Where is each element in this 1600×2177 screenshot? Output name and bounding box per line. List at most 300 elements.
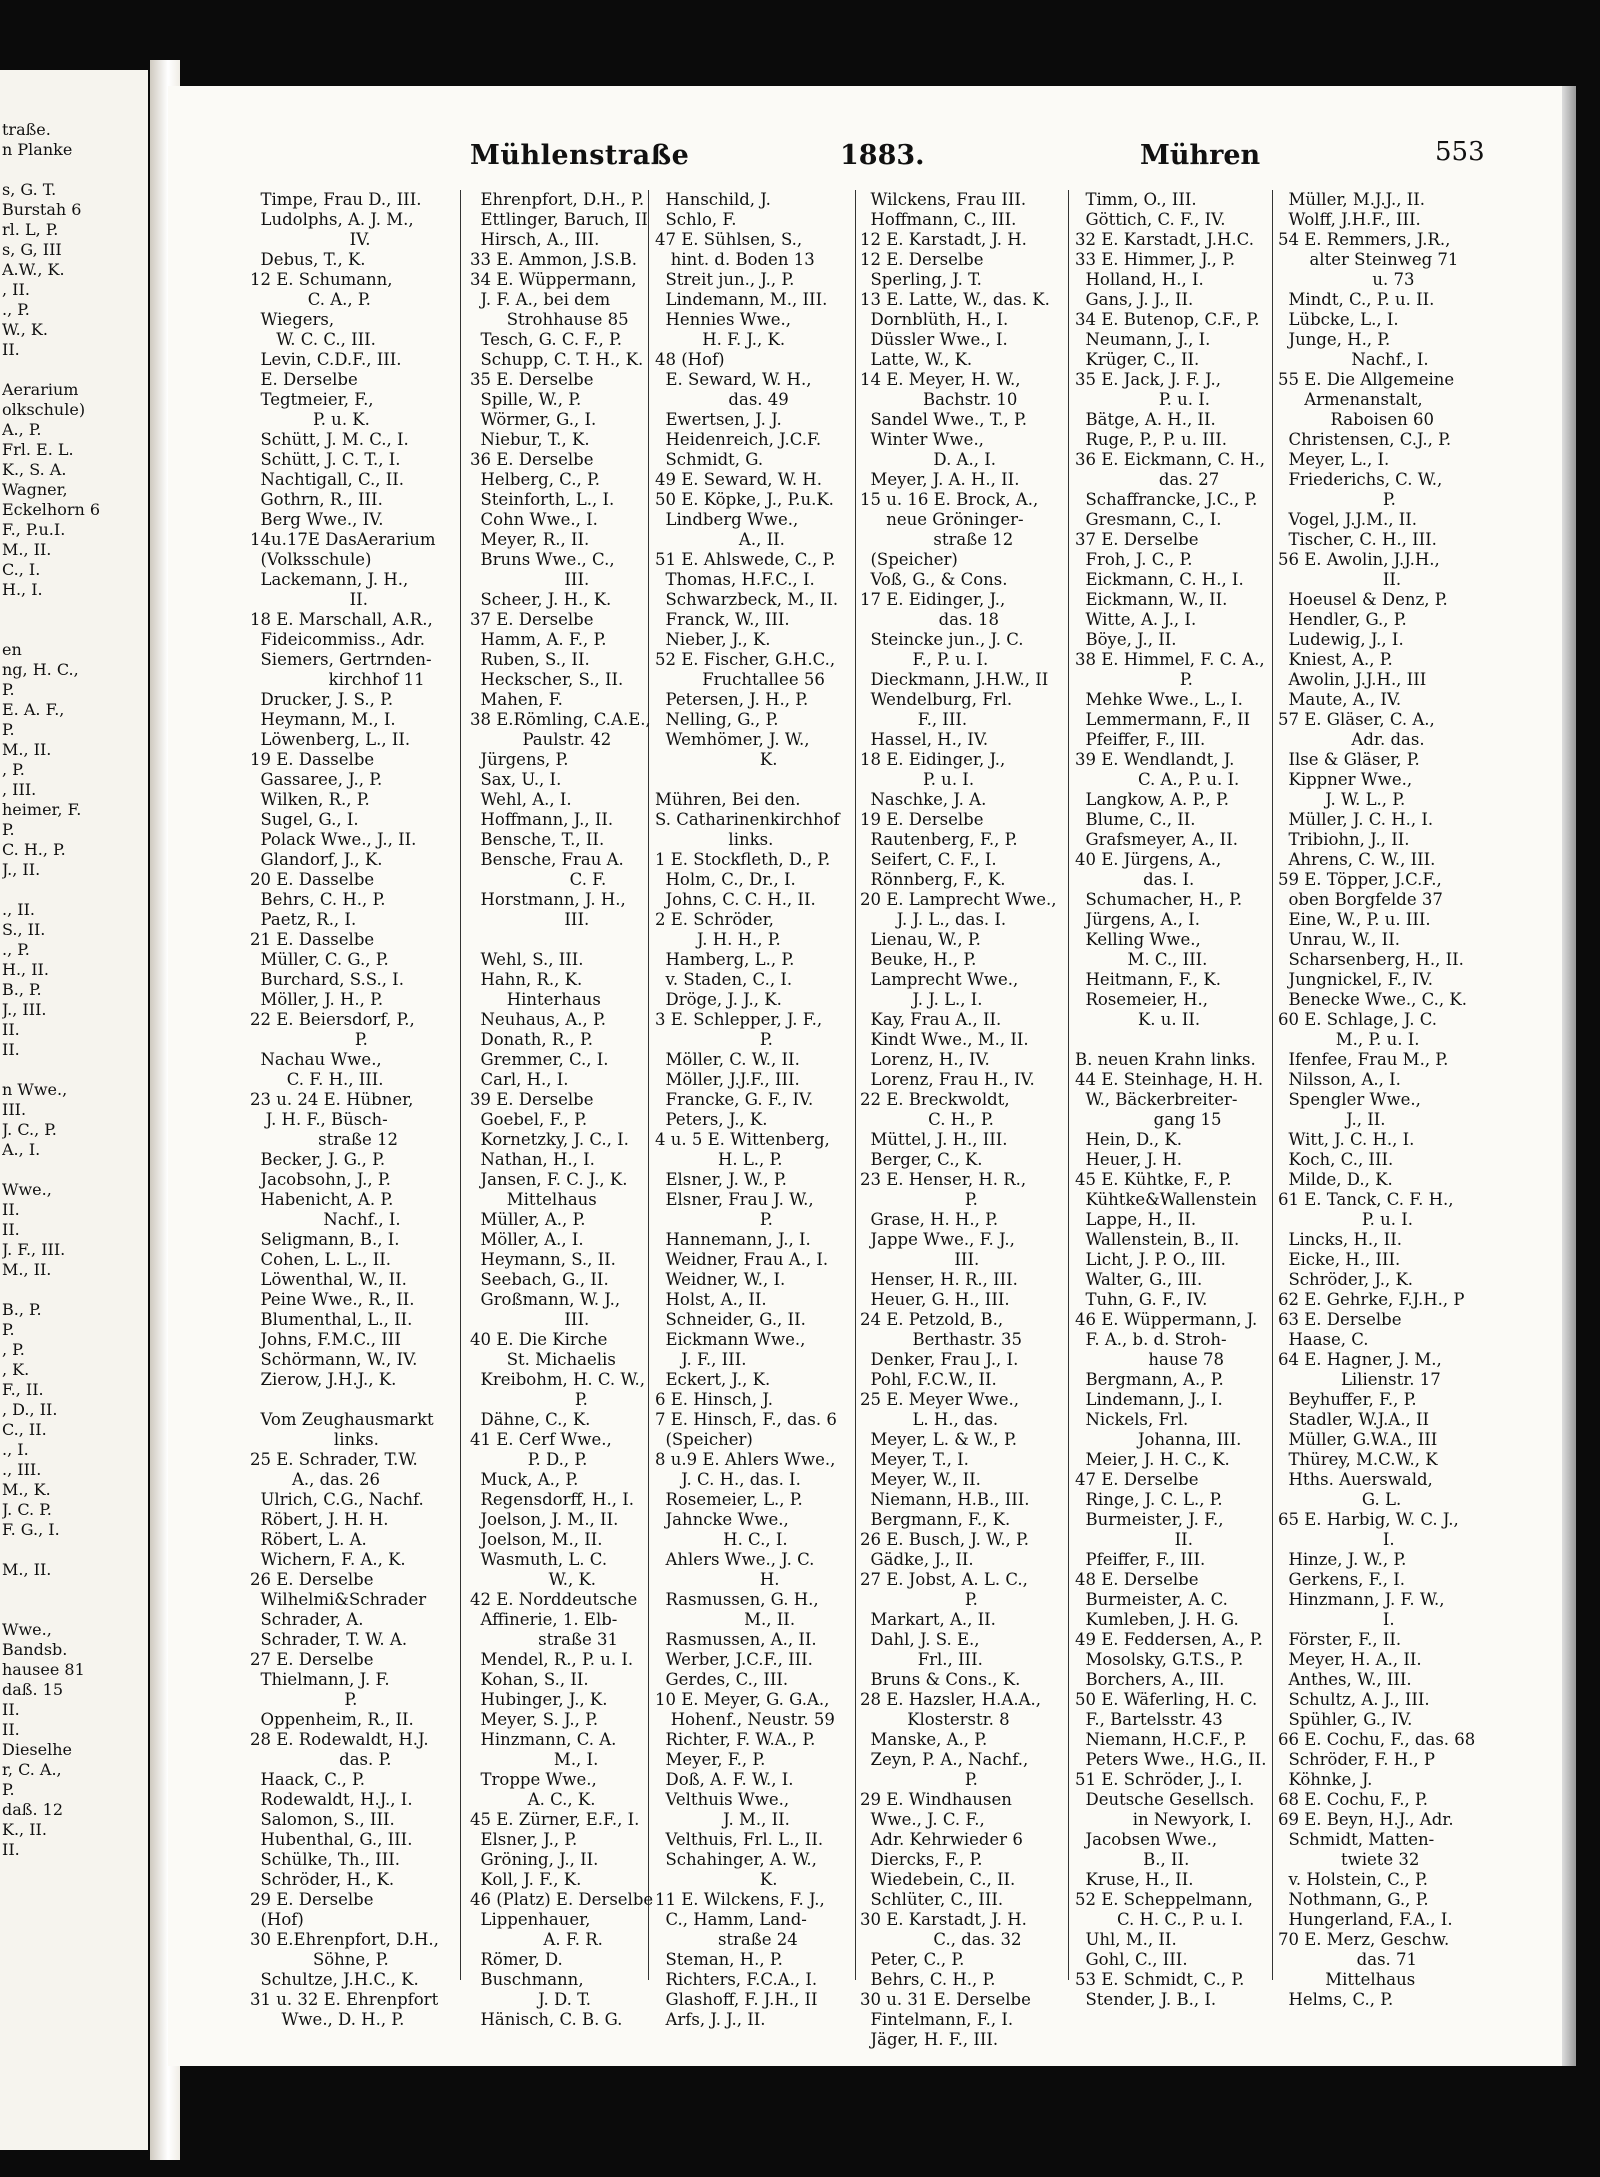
directory-entry: Steman, H., P. xyxy=(655,1950,783,1969)
directory-entry: Lübcke, L., I. xyxy=(1278,310,1399,329)
directory-entry: 25 E. Schrader, T.W. xyxy=(250,1450,418,1469)
directory-entry: Spille, W., P. xyxy=(470,390,582,409)
directory-entry: Licht, J. P. O., III. xyxy=(1075,1250,1226,1269)
directory-entry: Ludewig, J., I. xyxy=(1278,630,1404,649)
directory-entry: ., P. xyxy=(2,940,30,959)
directory-entry: II. xyxy=(1278,570,1402,589)
directory-entry: Ehrenpfort, D.H., P. xyxy=(470,190,645,209)
directory-entry: E. Derselbe xyxy=(250,370,358,389)
directory-column-5 xyxy=(1075,190,1285,2010)
directory-entry: Richter, F. W.A., P. xyxy=(655,1730,816,1749)
directory-entry: Müller, G.W.A., III xyxy=(1278,1430,1438,1449)
directory-entry: Rosemeier, H., xyxy=(1075,990,1208,1009)
directory-entry: J. W. L., P. xyxy=(1278,790,1406,809)
directory-entry: Grase, H. H., P. xyxy=(860,1210,999,1229)
directory-entry: H., II. xyxy=(2,960,49,979)
directory-entry: Kornetzky, J. C., I. xyxy=(470,1130,629,1149)
directory-entry: Niebur, T., K. xyxy=(470,430,590,449)
directory-entry: das. 18 xyxy=(860,610,1000,629)
directory-entry xyxy=(2,620,148,640)
directory-entry: Tischer, C. H., III. xyxy=(1278,530,1437,549)
directory-entry: Schrader, T. W. A. xyxy=(250,1630,408,1649)
directory-entry: olkschule) xyxy=(2,400,86,419)
directory-entry: Holst, A., II. xyxy=(655,1290,767,1309)
directory-entry: Müller, J. C. H., I. xyxy=(1278,810,1434,829)
directory-entry: Ahlers Wwe., J. C. xyxy=(655,1550,815,1569)
year-heading: 1883. xyxy=(840,140,925,171)
directory-entry: Lorenz, H., IV. xyxy=(860,1050,990,1069)
directory-entry: Gothrn, R., III. xyxy=(250,490,383,509)
directory-entry: Hein, D., K. xyxy=(1075,1130,1182,1149)
directory-entry: Zierow, J.H.J., K. xyxy=(250,1370,397,1389)
directory-entry: Naschke, J. A. xyxy=(860,790,987,809)
directory-entry: II. xyxy=(2,1040,20,1059)
directory-entry: Hinzmann, C. A. xyxy=(470,1730,617,1749)
directory-entry: Paulstr. 42 xyxy=(470,730,612,749)
directory-entry: D. A., I. xyxy=(860,450,996,469)
directory-entry: Kay, Frau A., II. xyxy=(860,1010,1002,1029)
directory-entry: A. C., K. xyxy=(470,1790,596,1809)
directory-entry: hint. d. Boden 13 xyxy=(655,250,815,269)
directory-entry: Hoffmann, C., III. xyxy=(860,210,1017,229)
directory-column-6 xyxy=(1278,190,1488,2010)
directory-entry: Seligmann, B., I. xyxy=(250,1230,400,1249)
directory-entry: Bensche, Frau A. xyxy=(470,850,624,869)
directory-entry: hause 78 xyxy=(1075,1350,1224,1369)
directory-entry: B., II. xyxy=(1075,1850,1190,1869)
directory-entry: M., II. xyxy=(2,1560,52,1579)
directory-entry: B. neuen Krahn links. xyxy=(1075,1050,1256,1069)
directory-entry: 44 E. Steinhage, H. H. xyxy=(1075,1070,1264,1089)
directory-entry xyxy=(470,930,670,950)
directory-entry: Ewertsen, J. J. xyxy=(655,410,782,429)
directory-entry: Müttel, J. H., III. xyxy=(860,1130,1008,1149)
directory-entry: Lippenhauer, xyxy=(470,1910,591,1929)
directory-entry: Rasmussen, A., II. xyxy=(655,1630,817,1649)
directory-entry: 70 E. Merz, Geschw. xyxy=(1278,1930,1450,1949)
directory-entry: 39 E. Wendlandt, J. xyxy=(1075,750,1235,769)
directory-entry: Dähne, C., K. xyxy=(470,1410,591,1429)
directory-entry: C., das. 32 xyxy=(860,1930,1022,1949)
page-number: 553 xyxy=(1435,137,1485,167)
directory-entry: Rasmussen, G. H., xyxy=(655,1590,819,1609)
directory-entry: Polack Wwe., J., II. xyxy=(250,830,417,849)
directory-entry: Wehl, A., I. xyxy=(470,790,572,809)
directory-entry: Gans, J. J., II. xyxy=(1075,290,1194,309)
directory-entry: Gädke, J., II. xyxy=(860,1550,974,1569)
directory-entry: Meyer, L., I. xyxy=(1278,450,1390,469)
directory-entry: 14u.17E DasAerarium xyxy=(250,530,436,549)
directory-entry: 30 E. Karstadt, J. H. xyxy=(860,1910,1027,1929)
directory-entry: L. H., das. xyxy=(860,1410,999,1429)
directory-entry: 40 E. Jürgens, A., xyxy=(1075,850,1222,869)
directory-entry: 2 E. Schröder, xyxy=(655,910,774,929)
directory-entry: Burchard, S.S., I. xyxy=(250,970,404,989)
directory-entry: Wilckens, Frau III. xyxy=(860,190,1027,209)
directory-entry: 33 E. Ammon, J.S.B. xyxy=(470,250,637,269)
directory-column-2 xyxy=(470,190,670,2030)
directory-entry: II. xyxy=(2,1020,20,1039)
directory-entry: III. xyxy=(470,1310,590,1329)
directory-entry: Voß, G., & Cons. xyxy=(860,570,1008,589)
directory-entry: (Volksschule) xyxy=(250,550,372,569)
directory-entry: 3 E. Schlepper, J. F., xyxy=(655,1010,823,1029)
directory-entry: Schultze, J.H.C., K. xyxy=(250,1970,419,1989)
directory-entry: , P. xyxy=(2,1340,25,1359)
directory-entry: 69 E. Beyn, H.J., Adr. xyxy=(1278,1810,1454,1829)
directory-entry: 12 E. Schumann, xyxy=(250,270,393,289)
directory-entry: n Planke xyxy=(2,140,73,159)
directory-entry: Meyer, W., II. xyxy=(860,1470,981,1489)
directory-entry: Nickels, Frl. xyxy=(1075,1410,1189,1429)
directory-entry: C., I. xyxy=(2,560,41,579)
directory-entry: Meier, J. H. C., K. xyxy=(1075,1450,1230,1469)
directory-entry: Rodewaldt, H.J., I. xyxy=(250,1790,413,1809)
directory-entry: Lackemann, J. H., xyxy=(250,570,409,589)
directory-entry: Ilse & Gläser, P. xyxy=(1278,750,1420,769)
directory-entry: Ahrens, C. W., III. xyxy=(1278,850,1436,869)
directory-entry: Scheer, J. H., K. xyxy=(470,590,612,609)
directory-entry: Heymann, M., I. xyxy=(250,710,396,729)
directory-entry: Affinerie, 1. Elb- xyxy=(470,1610,618,1629)
directory-entry: Röbert, L. A. xyxy=(250,1530,367,1549)
directory-entry: Nilsson, A., I. xyxy=(1278,1070,1401,1089)
directory-entry: Berthastr. 35 xyxy=(860,1330,1022,1349)
directory-entry: Eickmann Wwe., xyxy=(655,1330,806,1349)
directory-entry: r, C. A., xyxy=(2,1760,62,1779)
directory-entry: Frl., III. xyxy=(860,1650,983,1669)
directory-entry: Klosterstr. 8 xyxy=(860,1710,1010,1729)
directory-entry: Deutsche Gesellsch. xyxy=(1075,1790,1255,1809)
directory-entry: Benecke Wwe., C., K. xyxy=(1278,990,1467,1009)
directory-entry: Wasmuth, L. C. xyxy=(470,1550,608,1569)
directory-entry: Langkow, A. P., P. xyxy=(1075,790,1229,809)
directory-entry: 15 u. 16 E. Brock, A., xyxy=(860,490,1039,509)
directory-entry: 19 E. Dasselbe xyxy=(250,750,375,769)
directory-entry: 13 E. Latte, W., das. K. xyxy=(860,290,1050,309)
directory-entry: Strohhause 85 xyxy=(470,310,629,329)
directory-entry: Milde, D., K. xyxy=(1278,1170,1393,1189)
directory-entry: III. xyxy=(2,1100,27,1119)
directory-entry: Markart, A., II. xyxy=(860,1610,996,1629)
directory-entry: Velthuis, Frl. L., II. xyxy=(655,1830,824,1849)
directory-entry: M., K. xyxy=(2,1480,51,1499)
directory-entry: Bensche, T., II. xyxy=(470,830,605,849)
directory-entry xyxy=(2,1580,148,1600)
directory-entry: Maute, A., IV. xyxy=(1278,690,1402,709)
directory-entry: Mahen, F. xyxy=(470,690,563,709)
directory-entry: Burmeister, A. C. xyxy=(1075,1590,1228,1609)
directory-entry: Habenicht, A. P. xyxy=(250,1190,394,1209)
directory-entry: Jansen, F. C. J., K. xyxy=(470,1170,628,1189)
directory-entry: (Speicher) xyxy=(860,550,958,569)
directory-entry: Salomon, S., III. xyxy=(250,1810,395,1829)
directory-entry: Uhl, M., II. xyxy=(1075,1930,1177,1949)
directory-entry: 51 E. Schröder, J., I. xyxy=(1075,1770,1243,1789)
directory-entry: Glandorf, J., K. xyxy=(250,850,383,869)
directory-entry: Paetz, R., I. xyxy=(250,910,357,929)
directory-entry: Diercks, F., P. xyxy=(860,1850,983,1869)
directory-entry: Hassel, H., IV. xyxy=(860,730,989,749)
directory-entry: Weidner, Frau A., I. xyxy=(655,1250,829,1269)
directory-entry: Schülke, Th., III. xyxy=(250,1850,400,1869)
directory-entry: Stadler, W.J.A., II xyxy=(1278,1410,1430,1429)
directory-entry: F., P.u.I. xyxy=(2,520,66,539)
directory-entry: Eine, W., P. u. III. xyxy=(1278,910,1431,929)
directory-entry: II. xyxy=(1075,1530,1193,1549)
directory-entry: K., S. A. xyxy=(2,460,67,479)
directory-entry: P. xyxy=(250,1030,368,1049)
directory-entry: Meyer, F., P. xyxy=(655,1750,766,1769)
directory-entry: A., II. xyxy=(655,530,785,549)
directory-entry: J., III. xyxy=(2,1000,47,1019)
directory-entry: P. xyxy=(655,1030,773,1049)
directory-entry: 64 E. Hagner, J. M., xyxy=(1278,1350,1442,1369)
directory-entry: 29 E. Derselbe xyxy=(250,1890,374,1909)
directory-entry: Lindemann, M., III. xyxy=(655,290,828,309)
directory-entry: Pohl, F.C.W., II. xyxy=(860,1370,997,1389)
directory-entry: Latte, W., K. xyxy=(860,350,973,369)
directory-entry: Düssler Wwe., I. xyxy=(860,330,1008,349)
directory-entry: A., I. xyxy=(2,1140,41,1159)
directory-entry: Arfs, J. J., II. xyxy=(655,2010,766,2029)
directory-entry: Nothmann, G., P. xyxy=(1278,1890,1429,1909)
directory-entry: 48 E. Derselbe xyxy=(1075,1570,1199,1589)
directory-entry: Bandsb. xyxy=(2,1640,68,1659)
directory-entry: Spengler Wwe., xyxy=(1278,1090,1421,1109)
directory-entry: Nelling, G., P. xyxy=(655,710,779,729)
directory-entry: 27 E. Derselbe xyxy=(250,1650,374,1669)
directory-entry: Hanschild, J. xyxy=(655,190,771,209)
directory-entry: Christensen, C.J., P. xyxy=(1278,430,1452,449)
directory-entry: Gerdes, C., III. xyxy=(655,1670,789,1689)
directory-entry: C. F. xyxy=(470,870,607,889)
directory-entry: P. xyxy=(1278,490,1396,509)
directory-entry: Joelson, J. M., II. xyxy=(470,1510,619,1529)
directory-entry: 39 E. Derselbe xyxy=(470,1090,594,1109)
directory-entry: Kruse, H., II. xyxy=(1075,1870,1194,1889)
directory-entry: Eickmann, C. H., I. xyxy=(1075,570,1244,589)
directory-entry: ., P. xyxy=(2,300,30,319)
directory-entry: P. xyxy=(250,1690,358,1709)
directory-entry: H., I. xyxy=(2,580,43,599)
directory-entry: gang 15 xyxy=(1075,1110,1222,1129)
directory-entry: Tribiohn, J., II. xyxy=(1278,830,1410,849)
directory-entry xyxy=(2,1060,148,1080)
directory-entry: Schlo, F. xyxy=(655,210,737,229)
directory-entry: Rosemeier, L., P. xyxy=(655,1490,803,1509)
directory-entry: 20 E. Dasselbe xyxy=(250,870,375,889)
directory-entry: Helms, C., P. xyxy=(1278,1990,1394,2009)
directory-entry: Dahl, J. S. E., xyxy=(860,1630,980,1649)
directory-entry: 61 E. Tanck, C. F. H., xyxy=(1278,1190,1454,1209)
directory-entry: ., II. xyxy=(2,900,35,919)
directory-entry: Dröge, J. J., K. xyxy=(655,990,782,1009)
directory-entry xyxy=(2,1600,148,1620)
directory-entry: 47 E. Sühlsen, S., xyxy=(655,230,803,249)
directory-entry: Hoeusel & Denz, P. xyxy=(1278,590,1448,609)
directory-entry: II. xyxy=(2,1220,20,1239)
directory-entry: Möller, C. W., II. xyxy=(655,1050,800,1069)
directory-entry: links. xyxy=(655,830,774,849)
directory-entry: 35 E. Derselbe xyxy=(470,370,594,389)
directory-entry: Johns, C. C. H., II. xyxy=(655,890,816,909)
directory-entry: Wichern, F. A., K. xyxy=(250,1550,406,1569)
directory-entry: Dieselhe xyxy=(2,1740,72,1759)
directory-entry: W., Bäckerbreiter- xyxy=(1075,1090,1238,1109)
directory-entry: Nachau Wwe., xyxy=(250,1050,382,1069)
directory-entry: Ringe, J. C. L., P. xyxy=(1075,1490,1223,1509)
directory-entry: 52 E. Scheppelmann, xyxy=(1075,1890,1253,1909)
directory-entry: Bruns & Cons., K. xyxy=(860,1670,1021,1689)
directory-entry: (Hof) xyxy=(250,1910,304,1929)
column-rule xyxy=(1068,190,1069,1980)
directory-entry: Aerarium xyxy=(2,380,79,399)
directory-entry: Pfeiffer, F., III. xyxy=(1075,730,1206,749)
directory-entry: Jäger, H. F., III. xyxy=(860,2030,999,2049)
directory-entry: Elsner, J. W., P. xyxy=(655,1170,787,1189)
directory-entry: F., Bartelsstr. 43 xyxy=(1075,1710,1223,1729)
directory-entry: 18 E. Eidinger, J., xyxy=(860,750,1006,769)
directory-entry: das. 49 xyxy=(655,390,789,409)
directory-entry: I. xyxy=(1278,1530,1395,1549)
directory-entry xyxy=(2,600,148,620)
directory-entry: Meyer, H. A., II. xyxy=(1278,1650,1422,1669)
directory-entry: H. L., P. xyxy=(655,1150,783,1169)
directory-entry: 46 E. Wüppermann, J. xyxy=(1075,1310,1258,1329)
directory-entry: Burstah 6 xyxy=(2,200,82,219)
directory-entry: Weidner, W., I. xyxy=(655,1270,786,1289)
directory-entry: Sugel, G., I. xyxy=(250,810,359,829)
directory-entry: W. C. C., III. xyxy=(250,330,376,349)
directory-entry: Röbert, J. H. H. xyxy=(250,1510,389,1529)
directory-entry: 22 E. Beiersdorf, P., xyxy=(250,1010,415,1029)
directory-entry: Koch, C., III. xyxy=(1278,1150,1394,1169)
directory-entry: Ludolphs, A. J. M., xyxy=(250,210,414,229)
directory-entry: P. xyxy=(2,1320,15,1339)
directory-entry: Möller, J. H., P. xyxy=(250,990,384,1009)
directory-entry: Bruns Wwe., C., xyxy=(470,550,615,569)
directory-entry: Großmann, W. J., xyxy=(470,1290,621,1309)
directory-entry: Niemann, H.B., III. xyxy=(860,1490,1030,1509)
directory-entry: Walter, G., III. xyxy=(1075,1270,1203,1289)
directory-entry: Fideicommiss., Adr. xyxy=(250,630,426,649)
directory-entry: Velthuis Wwe., xyxy=(655,1790,790,1809)
directory-entry: Meyer, R., II. xyxy=(470,530,590,549)
directory-entry: M. C., III. xyxy=(1075,950,1208,969)
directory-entry: Gerkens, F., I. xyxy=(1278,1570,1406,1589)
directory-entry: straße 31 xyxy=(470,1630,619,1649)
directory-entry: v. Staden, C., I. xyxy=(655,970,793,989)
directory-entry: alter Steinweg 71 xyxy=(1278,250,1459,269)
directory-entry: H. xyxy=(655,1570,780,1589)
directory-entry: A., P. xyxy=(2,420,42,439)
directory-entry: Henser, H. R., III. xyxy=(860,1270,1018,1289)
directory-entry: Kippner Wwe., xyxy=(1278,770,1413,789)
directory-entry: 53 E. Schmidt, C., P. xyxy=(1075,1970,1245,1989)
directory-entry: Awolin, J.J.H., III xyxy=(1278,670,1427,689)
directory-entry: P. u. K. xyxy=(250,410,370,429)
directory-entry: Streit jun., J., P. xyxy=(655,270,795,289)
directory-entry: Möller, J.J.F., III. xyxy=(655,1070,800,1089)
directory-entry: J. F., III. xyxy=(2,1240,66,1259)
directory-entry: F. A., b. d. Stroh- xyxy=(1075,1330,1227,1349)
directory-entry: Spühler, G., IV. xyxy=(1278,1710,1413,1729)
directory-entry: Schütt, J. C. T., I. xyxy=(250,450,401,469)
directory-entry: Cohen, L. L., II. xyxy=(250,1250,391,1269)
directory-entry: 50 E. Wäferling, H. C. xyxy=(1075,1690,1258,1709)
directory-entry: hausee 81 xyxy=(2,1660,85,1679)
directory-entry: Mindt, C., P. u. II. xyxy=(1278,290,1435,309)
directory-entry: C. A., P. xyxy=(250,290,371,309)
directory-entry: 59 E. Töpper, J.C.F., xyxy=(1278,870,1442,889)
directory-entry: Siemers, Gertrnden- xyxy=(250,650,432,669)
directory-entry: B., P. xyxy=(2,1300,42,1319)
directory-entry: Elsner, Frau J. W., xyxy=(655,1190,814,1209)
directory-entry: P. u. I. xyxy=(1278,1210,1414,1229)
directory-entry: Francke, G. F., IV. xyxy=(655,1090,814,1109)
directory-entry: Ifenfee, Frau M., P. xyxy=(1278,1050,1449,1069)
directory-entry: Nieber, J., K. xyxy=(655,630,771,649)
directory-entry: Raboisen 60 xyxy=(1278,410,1434,429)
directory-entry: s, G. T. xyxy=(2,180,57,199)
directory-entry xyxy=(250,1390,450,1410)
directory-entry: 46 (Platz) E. Derselbe xyxy=(470,1890,654,1909)
directory-entry: J. H. F., Büsch- xyxy=(250,1110,388,1129)
directory-entry: en xyxy=(2,640,22,659)
directory-entry: Hendler, G., P. xyxy=(1278,610,1407,629)
directory-entry: G. L. xyxy=(1278,1490,1402,1509)
directory-entry: Thielmann, J. F. xyxy=(250,1670,390,1689)
directory-entry: Löwenberg, L., II. xyxy=(250,730,411,749)
directory-entry: Eicke, H., III. xyxy=(1278,1250,1401,1269)
directory-entry: 34 E. Wüppermann, xyxy=(470,270,637,289)
directory-entry: H. F. J., K. xyxy=(655,330,786,349)
directory-entry: ng, H. C., xyxy=(2,660,79,679)
directory-entry: 49 E. Feddersen, A., P. xyxy=(1075,1630,1263,1649)
directory-entry: Heymann, S., II. xyxy=(470,1250,616,1269)
directory-entry: Wallenstein, B., II. xyxy=(1075,1230,1240,1249)
directory-entry: links. xyxy=(250,1430,379,1449)
directory-entry: 32 E. Karstadt, J.H.C. xyxy=(1075,230,1254,249)
directory-entry: Wolff, J.H.F., III. xyxy=(1278,210,1421,229)
directory-entry: Beuke, H., P. xyxy=(860,950,977,969)
directory-entry: Timm, O., III. xyxy=(1075,190,1197,209)
directory-entry: Jacobsen Wwe., xyxy=(1075,1830,1218,1849)
directory-entry: in Newyork, I. xyxy=(1075,1810,1252,1829)
directory-entry: Wiegers, xyxy=(250,310,335,329)
directory-entry: 34 E. Butenop, C.F., P. xyxy=(1075,310,1260,329)
directory-entry: Scharsenberg, H., II. xyxy=(1278,950,1464,969)
directory-entry: 21 E. Dasselbe xyxy=(250,930,375,949)
directory-entry: F. G., I. xyxy=(2,1520,60,1539)
directory-entry: Denker, Frau J., I. xyxy=(860,1350,1019,1369)
directory-entry: Peter, C., P. xyxy=(860,1950,965,1969)
directory-entry: 66 E. Cochu, F., das. 68 xyxy=(1278,1730,1476,1749)
directory-entry: Müller, M.J.J., II. xyxy=(1278,190,1425,209)
directory-entry: Mendel, R., P. u. I. xyxy=(470,1650,634,1669)
directory-entry: Jungnickel, F., IV. xyxy=(1278,970,1434,989)
directory-entry: 19 E. Derselbe xyxy=(860,810,984,829)
directory-entry: Mosolsky, G.T.S., P. xyxy=(1075,1650,1244,1669)
directory-entry: P. xyxy=(2,1780,15,1799)
directory-entry: Fruchtallee 56 xyxy=(655,670,825,689)
directory-entry: Kelling Wwe., xyxy=(1075,930,1201,949)
directory-entry: Schütt, J. M. C., I. xyxy=(250,430,409,449)
directory-entry: M., II. xyxy=(2,740,52,759)
street-heading-right: Mühren xyxy=(1140,140,1261,171)
directory-entry: neue Gröninger- xyxy=(860,510,1024,529)
